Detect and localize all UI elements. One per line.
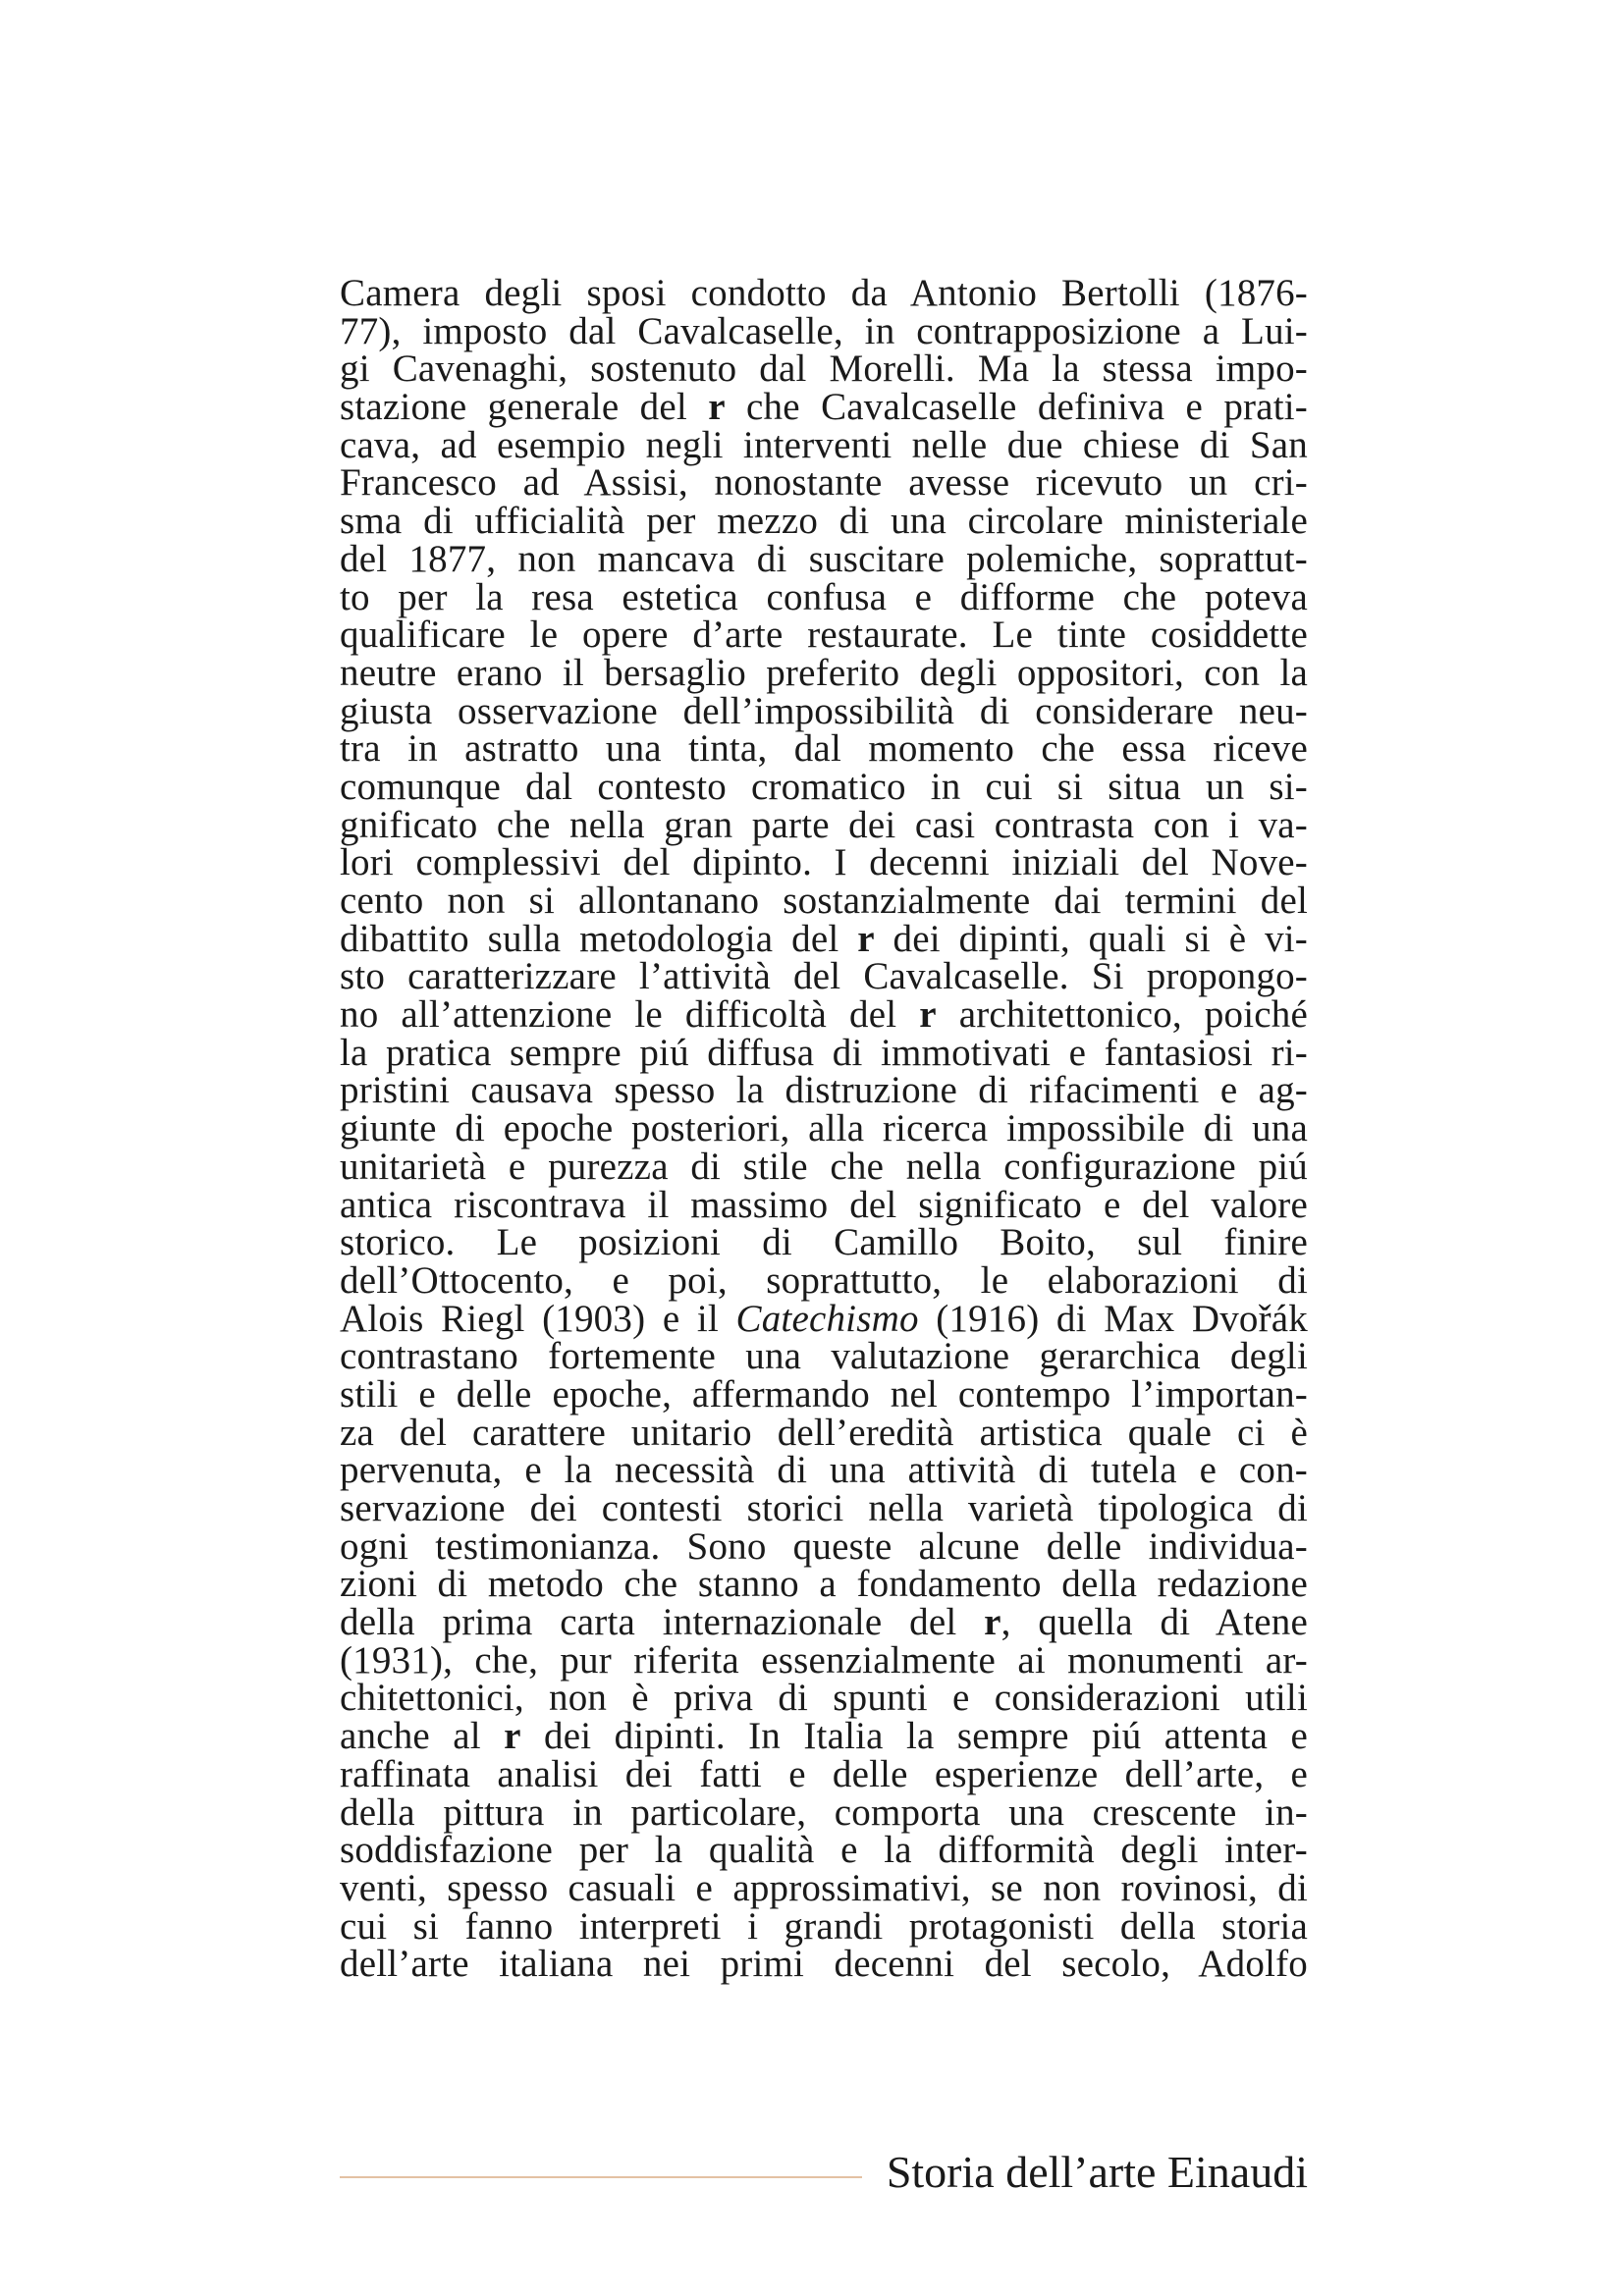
footer-title: Storia dell’arte Einaudi [886, 2147, 1308, 2197]
text-line: comunque dal contesto cromatico in cui si situa un si- [340, 765, 1308, 808]
text-line: sto caratterizzare l’attività del Cavalcaselle. Si propongo- [340, 955, 1308, 998]
text-line: della prima carta internazionale del r, quella di Atene [340, 1601, 1308, 1644]
text-line: Francesco ad Assisi, nonostante avesse ricevuto un cri- [340, 461, 1308, 505]
text-line: servazione dei contesti storici nella varietà tipologica di [340, 1487, 1308, 1529]
text-line: raffinata analisi dei fatti e delle esperienze dell’arte, e [340, 1752, 1308, 1795]
text-line: Camera degli sposi condotto da Antonio Bertolli (1876- [340, 272, 1308, 314]
text-line: qualificare le opere d’arte restaurate. Le tinte cosiddette [340, 614, 1308, 657]
text-line: venti, spesso casuali e approssimativi, se non rovinosi, di [340, 1866, 1308, 1909]
title-italic: Catechismo [735, 1297, 919, 1340]
text-line: dibattito sulla metodologia del r dei dipinti, quali si è vi- [340, 917, 1308, 960]
text-line: ogni testimonianza. Sono queste alcune delle individua- [340, 1524, 1308, 1568]
text-line: to per la resa estetica confusa e difforme che poteva [340, 575, 1308, 618]
text-line: la pratica sempre piú diffusa di immotivati e fantasiosi ri- [340, 1031, 1308, 1074]
text-line: cui si fanno interpreti i grandi protagonisti della storia [340, 1904, 1308, 1948]
text-line: sma di ufficialità per mezzo di una circolare ministeriale [340, 500, 1308, 543]
text-line: dell’arte italiana nei primi decenni del secolo, Adolfo [340, 1943, 1308, 1986]
text-line: stazione generale del r che Cavalcaselle definiva e prati- [340, 386, 1308, 429]
text-line: cava, ad esempio negli interventi nelle due chiese di San [340, 423, 1308, 466]
text-line: soddisfazione per la qualità e la difformità degli inter- [340, 1829, 1308, 1872]
text-line: no all’attenzione le difficoltà del r architettonico, poiché [340, 993, 1308, 1037]
term-abbreviation: r [919, 993, 937, 1037]
text-line: stili e delle epoche, affermando nel contempo l’importan- [340, 1372, 1308, 1415]
text-line: storico. Le posizioni di Camillo Boito, sul finire [340, 1221, 1308, 1264]
text-line: cento non si allontanano sostanzialmente dai termini del [340, 880, 1308, 922]
text-line: lori complessivi del dipinto. I decenni iniziali del Nove- [340, 841, 1308, 884]
term-abbreviation: r [857, 917, 875, 960]
text-line: giunte di epoche posteriori, alla ricerca impossibile di una [340, 1107, 1308, 1150]
text-line: giusta osservazione dell’impossibilità di considerare neu- [340, 689, 1308, 732]
text-line: (1931), che, pur riferita essenzialmente ai monumenti ar- [340, 1638, 1308, 1682]
text-line: antica riscontrava il massimo del significato e del valore [340, 1183, 1308, 1226]
text-line: tra in astratto una tinta, dal momento che essa riceve [340, 727, 1308, 771]
text-line: del 1877, non mancava di suscitare polemiche, soprattut- [340, 537, 1308, 580]
text-line: della pittura in particolare, comporta una crescente in- [340, 1790, 1308, 1834]
text-line: gi Cavenaghi, sostenuto dal Morelli. Ma la stessa impo- [340, 347, 1308, 391]
text-line: pervenuta, e la necessità di una attività di tutela e con- [340, 1449, 1308, 1492]
text-line: za del carattere unitario dell’eredità artistica quale ci è [340, 1411, 1308, 1454]
text-line: zioni di metodo che stanno a fondamento della redazione [340, 1563, 1308, 1606]
text-line: chitettonici, non è priva di spunti e considerazioni utili [340, 1677, 1308, 1720]
text-line: contrastano fortemente una valutazione gerarchica degli [340, 1335, 1308, 1378]
text-line: gnificato che nella gran parte dei casi contrasta con i va- [340, 803, 1308, 846]
footer-rule [340, 2176, 862, 2178]
text-line: neutre erano il bersaglio preferito degli oppositori, con la [340, 651, 1308, 694]
text-line: unitarietà e purezza di stile che nella configurazione piú [340, 1145, 1308, 1188]
term-abbreviation: r [984, 1601, 1001, 1644]
term-abbreviation: r [708, 386, 726, 429]
text-line: Alois Riegl (1903) e il Catechismo (1916) di Max Dvořák [340, 1297, 1308, 1340]
text-line: pristini causava spesso la distruzione di rifacimenti e ag- [340, 1069, 1308, 1112]
text-line: 77), imposto dal Cavalcaselle, in contrapposizione a Lui- [340, 309, 1308, 352]
text-line: dell’Ottocento, e poi, soprattutto, le elaborazioni di [340, 1258, 1308, 1302]
text-line: anche al r dei dipinti. In Italia la sempre piú attenta e [340, 1715, 1308, 1758]
body-text [340, 272, 1308, 1986]
term-abbreviation: r [504, 1715, 521, 1758]
